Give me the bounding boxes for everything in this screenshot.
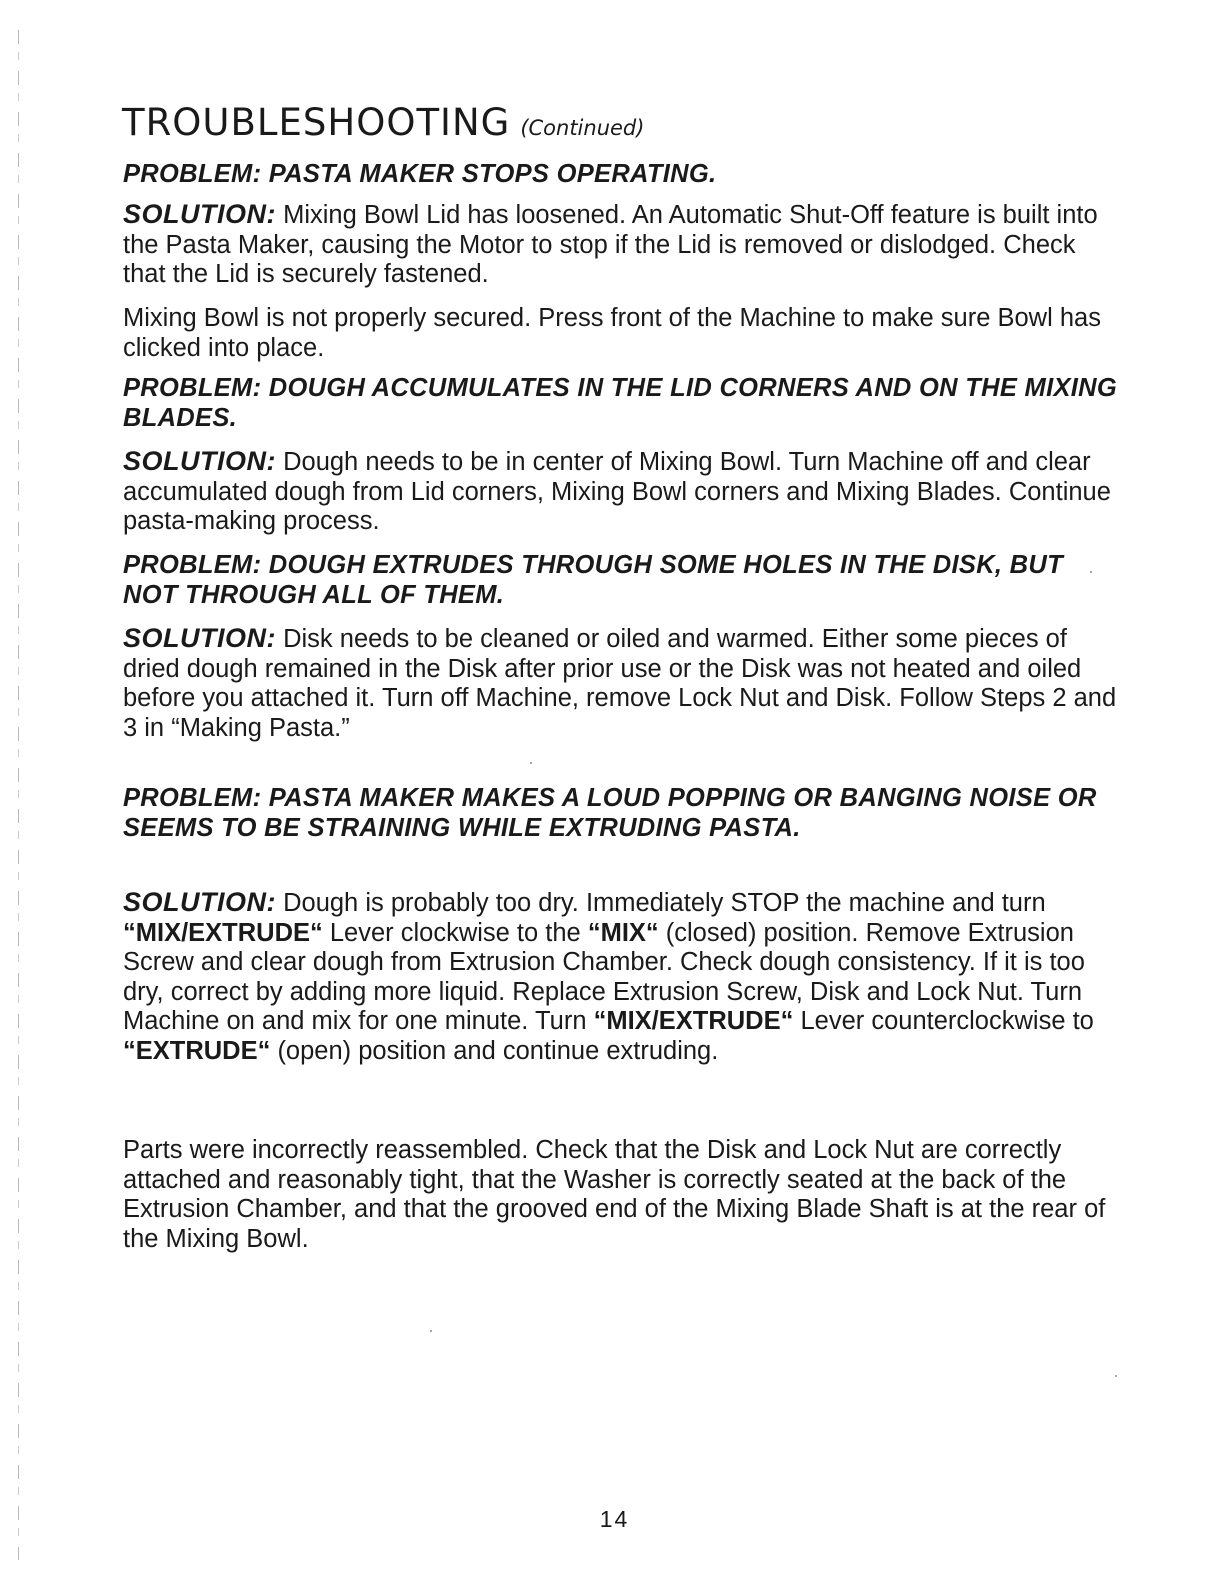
- solution-text-part: Dough is probably too dry. Immediately STOP the machine and turn: [283, 889, 1046, 917]
- solution-text-part: (open) position and continue extruding.: [270, 1036, 719, 1065]
- solution-text-part: (closed) position. Remove Extrusion Screw and clear dough from Extrusion Chamber. Check dough consistency. If it is too dry, correct by adding more liquid. Replace Extrusion Screw, Disk and Lock Nut. Turn Machine on and mix for one minute. Turn: [123, 918, 1085, 1035]
- solution-note-1: Mixing Bowl is not properly secured. Press front of the Machine to make sure Bowl has clicked into place.: [123, 304, 1101, 362]
- problem-heading-2: PROBLEM: DOUGH ACCUMULATES IN THE LID CORNERS AND ON THE MIXING BLADES.: [123, 374, 1118, 432]
- mix-keyword: “MIX“: [587, 918, 659, 947]
- page-title-main: TROUBLESHOOTING: [122, 101, 511, 144]
- problem-heading-1: PROBLEM: PASTA MAKER STOPS OPERATING.: [123, 160, 717, 188]
- scan-speck: [1090, 571, 1092, 573]
- solution-text-part: Lever clockwise to the: [322, 918, 588, 947]
- mix-extrude-keyword: “MIX/EXTRUDE“: [593, 1007, 794, 1035]
- page-title: [122, 101, 645, 144]
- solution-paragraph-1: [123, 200, 1123, 290]
- problem-heading-3: PROBLEM: DOUGH EXTRUDES THROUGH SOME HOLES IN THE DISK, BUT NOT THROUGH ALL OF THEM.: [123, 551, 1063, 609]
- scan-speck: [430, 1330, 432, 1332]
- solution-paragraph-3: [123, 624, 1123, 743]
- solution-text-part: Lever counterclockwise to: [793, 1007, 1094, 1035]
- solution-label: SOLUTION:: [123, 623, 276, 653]
- solution-text: Disk needs to be cleaned or oiled and warmed. Either some pieces of dried dough remained in the Disk after prior use or the Disk was not heated and oiled before you attached it. Turn off Machine, remove Lock Nut and Disk. Follow Steps 2 and 3 in “Making Pasta.”: [123, 625, 1117, 742]
- problem-heading-4: PROBLEM: PASTA MAKER MAKES A LOUD POPPING OR BANGING NOISE OR SEEMS TO BE STRAINING WHILE EXTRUDING PASTA.: [123, 784, 1097, 842]
- solution-paragraph-2: [123, 447, 1123, 537]
- solution-label: SOLUTION:: [123, 887, 276, 917]
- solution-label: SOLUTION:: [123, 446, 276, 476]
- page-title-continued: (Continued): [520, 116, 645, 140]
- page-number: 14: [599, 1506, 630, 1532]
- solution-label: SOLUTION:: [123, 199, 276, 229]
- mix-extrude-keyword: “MIX/EXTRUDE“: [123, 918, 323, 947]
- solution-text: Dough needs to be in center of Mixing Bowl. Turn Machine off and clear accumulated dough from Lid corners, Mixing Bowl corners and Mixing Blades. Continue pasta-making process.: [123, 448, 1111, 535]
- scan-speck: [1115, 1375, 1117, 1377]
- solution-paragraph-4: [123, 888, 1123, 1066]
- scan-edge-shadow: [18, 30, 19, 1560]
- solution-note-4: Parts were incorrectly reassembled. Check that the Disk and Lock Nut are correctly attached and reasonably tight, that the Washer is correctly seated at the back of the Extrusion Chamber, and that the grooved end of the Mixing Blade Shaft is at the rear of the Mixing Bowl.: [123, 1136, 1106, 1253]
- extrude-keyword: “EXTRUDE“: [123, 1036, 271, 1065]
- solution-text: Mixing Bowl Lid has loosened. An Automatic Shut-Off feature is built into the Pasta Maker, causing the Motor to stop if the Lid is removed or dislodged. Check that the Lid is securely fastened.: [123, 201, 1098, 288]
- scan-speck: [530, 762, 532, 764]
